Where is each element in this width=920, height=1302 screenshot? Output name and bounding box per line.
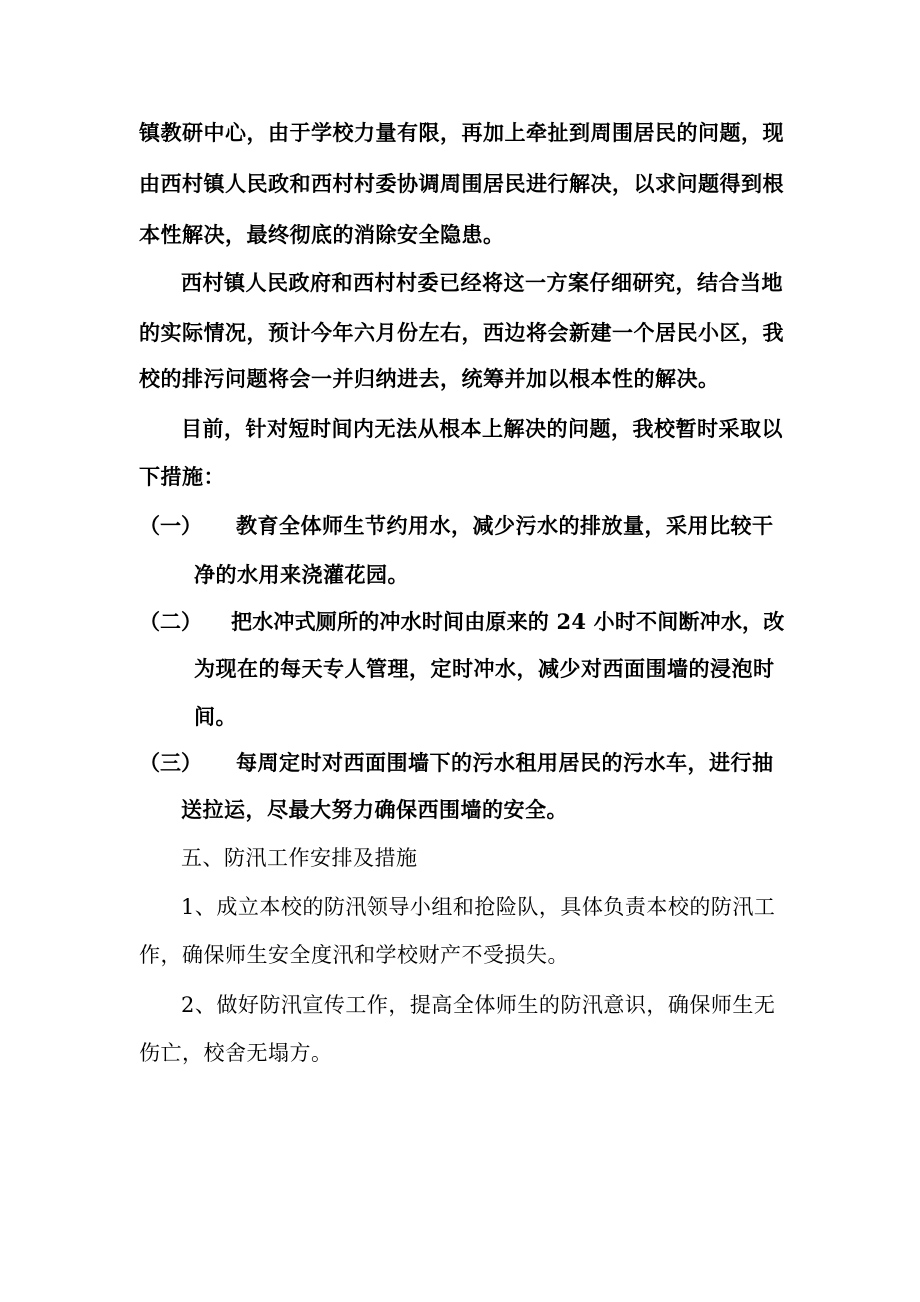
paragraph-2-line-1: 西村镇人民政府和西村村委已经将这一方案仔细研究，结合当地: [181, 270, 783, 295]
measure-2-line-3: 间。: [194, 704, 237, 729]
paragraph-2-line-2: 的实际情况，预计今年六月份左右，西边将会新建一个居民小区，我: [139, 320, 784, 345]
paragraph-2-line-3: 校的排污问题将会一并归纳进去，统筹并加以根本性的解决。: [139, 366, 720, 391]
measure-3-marker: （三）: [139, 750, 202, 775]
paragraph-1-line-3: 本性解决，最终彻底的消除安全隐患。: [139, 222, 505, 247]
section-5-item-2-line-1: 2、做好防汛宣传工作，提高全体师生的防汛意识，确保师生无: [181, 993, 776, 1017]
section-5-heading: 五、防汛工作安排及措施: [181, 846, 418, 870]
measure-1-marker: （一）: [139, 513, 202, 538]
measure-1-line-1: 教育全体师生节约用水，减少污水的排放量，采用比较干: [236, 513, 774, 538]
section-5-item-1-line-2: 作，确保师生安全度汛和学校财产不受损失。: [139, 943, 569, 967]
paragraph-1-line-1: 镇教研中心，由于学校力量有限，再加上牵扯到周围居民的问题，现: [139, 120, 784, 145]
measure-3-line-1: 每周定时对西面围墙下的污水租用居民的污水车，进行抽: [236, 750, 774, 775]
section-5-item-2-line-2: 伤亡，校舍无塌方。: [139, 1041, 333, 1065]
measure-2-line-1: 把水冲式厕所的冲水时间由原来的 24 小时不间断冲水，改: [231, 609, 785, 634]
paragraph-3-line-2: 下措施：: [139, 464, 225, 489]
measure-3-line-2: 送拉运，尽最大努力确保西围墙的安全。: [181, 797, 568, 822]
paragraph-1-line-2: 由西村镇人民政和西村村委协调周围居民进行解决，以求问题得到根: [139, 171, 784, 196]
measure-2-marker: （二）: [139, 609, 202, 634]
measure-2-line-2: 为现在的每天专人管理，定时冲水，减少对西面围墙的浸泡时: [194, 656, 775, 681]
paragraph-3-line-1: 目前，针对短时间内无法从根本上解决的问题，我校暂时采取以: [181, 416, 783, 441]
section-5-item-1-line-1: 1、成立本校的防汛领导小组和抢险队，具体负责本校的防汛工: [181, 895, 776, 919]
measure-1-line-2: 净的水用来浇灌花园。: [194, 562, 409, 587]
